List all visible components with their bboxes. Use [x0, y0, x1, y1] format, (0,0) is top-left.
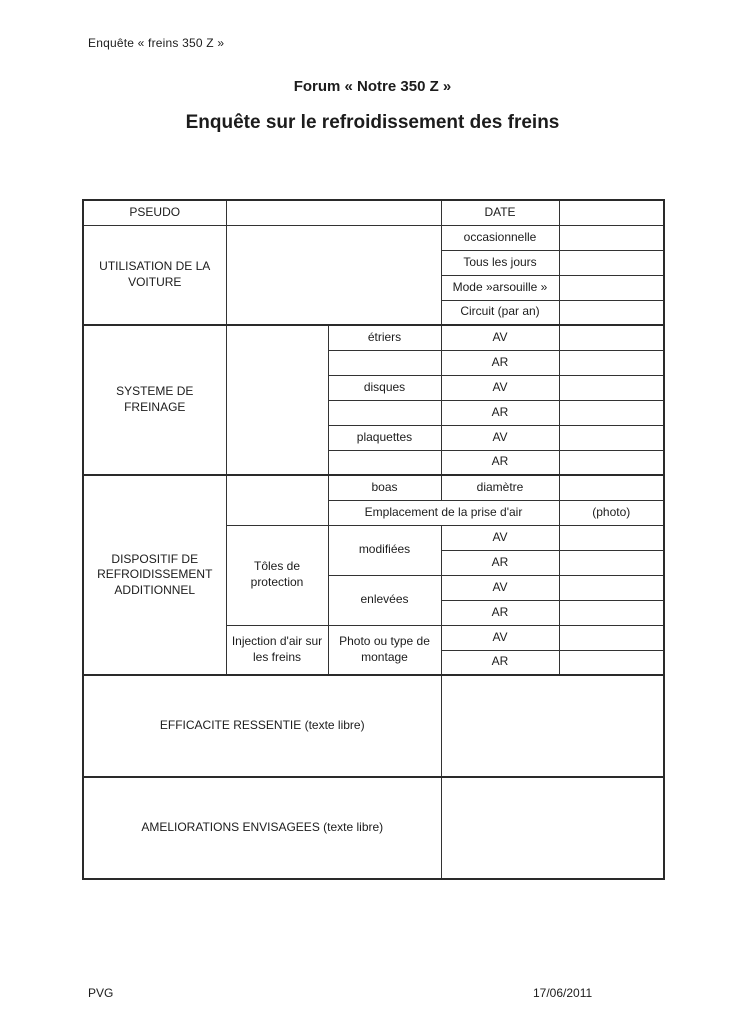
braking-section-label: SYSTEME DE FREINAGE: [83, 325, 226, 475]
efficacite-label: EFFICACITE RESSENTIE (texte libre): [83, 675, 441, 777]
usage-section-label: UTILISATION DE LA VOITURE: [83, 225, 226, 325]
date-label: DATE: [441, 200, 559, 225]
av-label: AV: [441, 325, 559, 350]
cooling-answer-cell: [559, 650, 664, 675]
ameliorations-answer-cell: [441, 777, 664, 879]
braking-answer-cell: [559, 350, 664, 375]
footer-date: 17/06/2011: [533, 986, 593, 1000]
usage-answer-cell: [559, 250, 664, 275]
modifiees-label: modifiées: [328, 525, 441, 575]
cooling-answer-cell: [559, 475, 664, 500]
cooling-answer-cell: [559, 600, 664, 625]
survey-table: [82, 199, 665, 880]
braking-item-empty-cell: [328, 400, 441, 425]
enlevees-label: enlevées: [328, 575, 441, 625]
av-label: AV: [441, 625, 559, 650]
ar-label: AR: [441, 550, 559, 575]
photo-montage-label: Photo ou type de montage: [328, 625, 441, 675]
document-header-text: Enquête « freins 350 Z »: [88, 36, 225, 50]
ar-label: AR: [441, 600, 559, 625]
usage-option-circuit: Circuit (par an): [441, 300, 559, 325]
cooling-answer-cell: [559, 525, 664, 550]
boas-label: boas: [328, 475, 441, 500]
braking-answer-cell: [559, 325, 664, 350]
usage-option-tous-les-jours: Tous les jours: [441, 250, 559, 275]
toles-label: Tôles de protection: [226, 525, 328, 625]
usage-answer-cell: [559, 225, 664, 250]
usage-answer-cell: [559, 300, 664, 325]
braking-item-empty-cell: [328, 450, 441, 475]
braking-answer-cell: [559, 400, 664, 425]
av-label: AV: [441, 375, 559, 400]
page-title: Enquête sur le refroidissement des freins: [185, 112, 560, 133]
ar-label: AR: [441, 650, 559, 675]
cooling-answer-cell: [559, 625, 664, 650]
ameliorations-label: AMELIORATIONS ENVISAGEES (texte libre): [83, 777, 441, 879]
diametre-label: diamètre: [441, 475, 559, 500]
pseudo-label: PSEUDO: [83, 200, 226, 225]
cooling-empty-cell: [226, 475, 328, 525]
braking-item-empty-cell: [328, 350, 441, 375]
injection-label: Injection d'air sur les freins: [226, 625, 328, 675]
date-answer-cell: [559, 200, 664, 225]
ar-label: AR: [441, 450, 559, 475]
usage-option-occasionnelle: occasionnelle: [441, 225, 559, 250]
av-label: AV: [441, 575, 559, 600]
emplacement-label: Emplacement de la prise d'air: [328, 500, 559, 525]
cooling-answer-cell: [559, 575, 664, 600]
braking-item-plaquettes: plaquettes: [328, 425, 441, 450]
braking-answer-cell: [559, 425, 664, 450]
usage-option-arsouille: Mode »arsouille »: [441, 275, 559, 300]
braking-answer-cell: [559, 375, 664, 400]
av-label: AV: [441, 525, 559, 550]
ar-label: AR: [441, 400, 559, 425]
efficacite-answer-cell: [441, 675, 664, 777]
braking-item-etriers: étriers: [328, 325, 441, 350]
pseudo-answer-cell: [226, 200, 441, 225]
forum-title: Forum « Notre 350 Z »: [293, 78, 452, 95]
footer-author: PVG: [88, 986, 114, 1000]
photo-note: (photo): [559, 500, 664, 525]
usage-empty-cell: [226, 225, 441, 325]
cooling-section-label: DISPOSITIF DE REFROIDISSEMENT ADDITIONNEL: [83, 475, 226, 675]
ar-label: AR: [441, 350, 559, 375]
braking-item-disques: disques: [328, 375, 441, 400]
av-label: AV: [441, 425, 559, 450]
braking-empty-cell: [226, 325, 328, 475]
cooling-answer-cell: [559, 550, 664, 575]
usage-answer-cell: [559, 275, 664, 300]
braking-answer-cell: [559, 450, 664, 475]
